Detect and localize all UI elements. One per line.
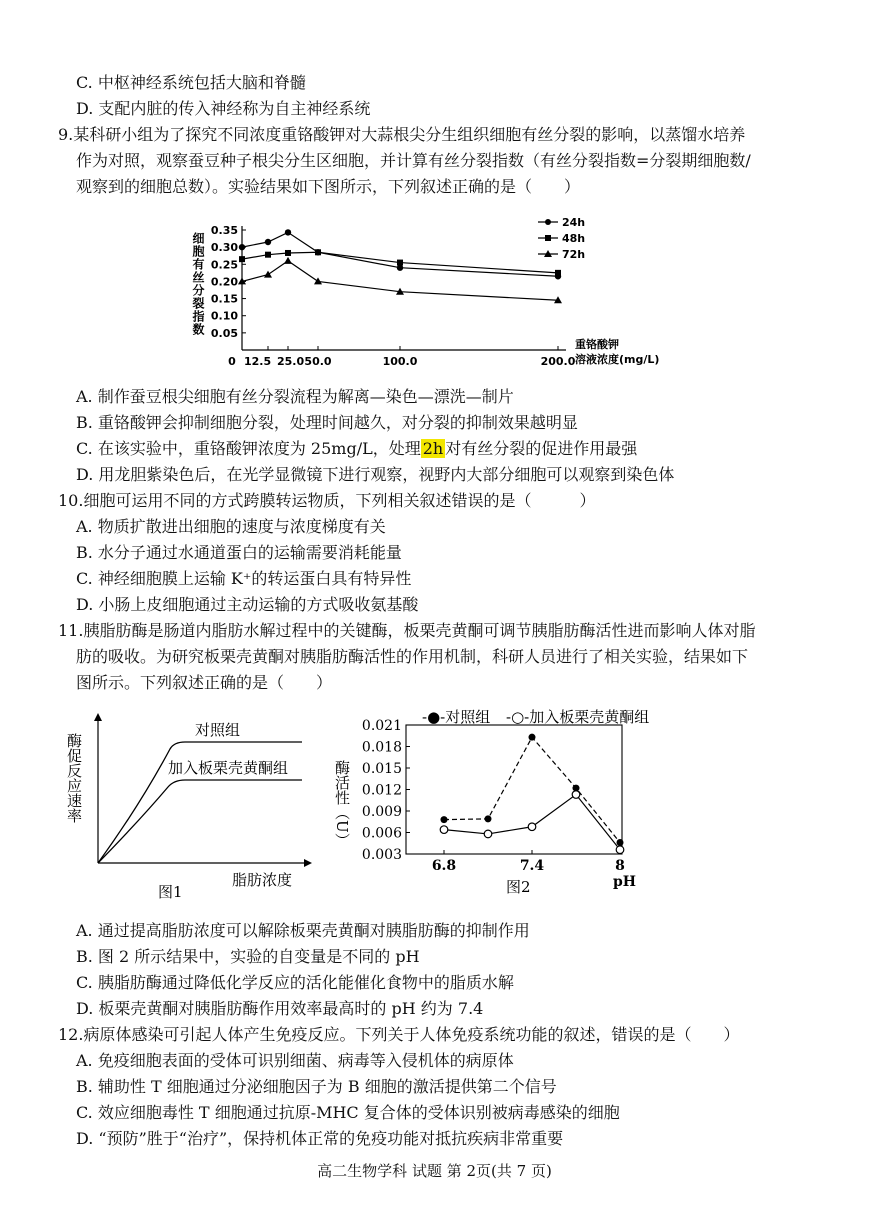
q12-option-b: B. 辅助性 T 细胞通过分泌细胞因子为 B 细胞的激活提供第二个信号 xyxy=(76,1077,557,1096)
chart1-point-48h xyxy=(555,270,561,276)
q9-option-c-pre: C. 在该实验中，重铬酸钾浓度为 25mg/L，处理 xyxy=(76,439,421,458)
fig2-y-axis-label: 酶活性（U） xyxy=(333,760,351,848)
chart1-legend-label: 24h xyxy=(562,216,586,229)
fig2-legend-control: -●-对照组 xyxy=(422,708,491,726)
fig2-legend-treated: -○-加入板栗壳黄酮组 xyxy=(506,708,650,726)
q10-option-d: D. 小肠上皮细胞通过主动运输的方式吸收氨基酸 xyxy=(76,595,419,614)
fig1-x-arrow xyxy=(304,859,312,867)
chart1-y-tick-label: 0.15 xyxy=(210,292,238,306)
q9-option-b: B. 重铬酸钾会抑制细胞分裂，处理时间越久，对分裂的抑制效果越明显 xyxy=(76,413,578,432)
chart1-x-tick-label: 25.0 xyxy=(277,355,305,368)
q8-option-c: C. 中枢神经系统包括大脑和脊髓 xyxy=(76,73,306,92)
chart1-point-48h xyxy=(315,249,321,255)
chart1-point-72h xyxy=(284,257,292,264)
fig2-y-tick-label: 0.015 xyxy=(361,761,402,777)
q9-option-c-post: 对有丝分裂的促进作用最强 xyxy=(445,439,638,458)
chart1-legend-label: 72h xyxy=(562,248,586,261)
fig2-treated-point xyxy=(528,823,536,831)
chart1-y-tick-label: 0.20 xyxy=(210,275,238,289)
q10-option-a: A. 物质扩散进出细胞的速度与浓度梯度有关 xyxy=(76,517,386,536)
fig2-x-tick-label: 8 xyxy=(615,858,625,874)
fig1-caption: 图1 xyxy=(158,883,183,901)
chart1-y-axis-label: 细胞有丝分裂指数 xyxy=(191,232,205,336)
fig2-control-point xyxy=(617,839,624,846)
q12-option-d: D. “预防”胜于“治疗”，保持机体正常的免疫功能对抵抗疾病非常重要 xyxy=(76,1129,564,1148)
chart1-y-tick-label: 0.25 xyxy=(210,258,238,272)
chart1-legend-label: 48h xyxy=(562,232,586,245)
fig2-control-point xyxy=(441,816,448,823)
chart1-legend-marker xyxy=(545,235,551,241)
q9-mitotic-index-chart xyxy=(190,210,690,380)
q9-stem-line2: 作为对照，观察蚕豆种子根尖分生区细胞，并计算有丝分裂指数（有丝分裂指数=分裂期细胞数/ xyxy=(76,151,751,170)
fig1-x-axis-label: 脂肪浓度 xyxy=(232,871,293,889)
fig2-treated-point xyxy=(484,830,492,838)
q11-stem-line3: 图所示。下列叙述正确的是（ ） xyxy=(76,673,333,692)
q11-figure2-plot xyxy=(333,708,649,896)
q9-stem-line3: 观察到的细胞总数）。实验结果如下图所示，下列叙述正确的是（ ） xyxy=(76,177,581,196)
fig2-caption: 图2 xyxy=(506,878,531,896)
fig2-treated-line xyxy=(444,795,620,850)
chart1-y-tick-label: 0.10 xyxy=(210,309,238,323)
chart1-y-tick-label: 0.30 xyxy=(210,241,238,255)
fig2-treated-point xyxy=(440,826,448,834)
chart1-x-tick-label: 100.0 xyxy=(382,355,418,368)
chart1-point-24h xyxy=(239,244,245,250)
q9-option-a: A. 制作蚕豆根尖细胞有丝分裂流程为解离—染色—漂洗—制片 xyxy=(76,387,514,406)
chart1-x-tick-label: 0 xyxy=(228,355,236,368)
fig2-treated-point xyxy=(572,791,580,799)
fig1-y-axis-label: 酶促反应速率 xyxy=(65,733,83,823)
q11-option-b: B. 图 2 所示结果中，实验的自变量是不同的 pH xyxy=(76,947,420,966)
q10-option-b: B. 水分子通过水通道蛋白的运输需要消耗能量 xyxy=(76,543,402,562)
chart1-y-tick-label: 0.35 xyxy=(210,224,238,237)
fig2-y-tick-label: 0.006 xyxy=(361,825,402,842)
fig2-y-tick-label: 0.018 xyxy=(361,739,402,756)
fig2-x-axis-label: pH xyxy=(613,874,637,890)
chart1-x-tick-label: 12.5 xyxy=(244,355,272,368)
q10-option-c: C. 神经细胞膜上运输 K⁺的转运蛋白具有特异性 xyxy=(76,569,412,588)
q9-option-d: D. 用龙胆紫染色后，在光学显微镜下进行观察，视野内大部分细胞可以观察到染色体 xyxy=(76,465,675,484)
q11-option-d: D. 板栗壳黄酮对胰脂肪酶作用效率最高时的 pH 约为 7.4 xyxy=(76,999,484,1018)
q9-option-c xyxy=(76,438,637,460)
chart1-x-axis-label: 重铬酸钾 xyxy=(575,338,619,351)
q9-stem-line1: 9.某科研小组为了探究不同浓度重铬酸钾对大蒜根尖分生组织细胞有丝分裂的影响，以蒸馏水培养 xyxy=(58,125,746,144)
chart1-x-tick-label: 200.0 xyxy=(540,355,576,368)
fig2-y-tick-label: 0.012 xyxy=(361,782,402,799)
chart1-point-72h xyxy=(264,271,272,278)
q12-stem: 12.病原体感染可引起人体产生免疫反应。下列关于人体免疫系统功能的叙述，错误的是（ ） xyxy=(58,1025,740,1044)
q11-figure1-chart xyxy=(65,705,330,905)
q11-figure2-chart xyxy=(330,700,680,905)
q11-figure1-plot xyxy=(65,713,312,901)
q12-option-a: A. 免疫细胞表面的受体可识别细菌、病毒等入侵机体的病原体 xyxy=(76,1051,514,1070)
fig2-y-tick-label: 0.003 xyxy=(361,847,402,863)
fig2-control-point xyxy=(529,734,536,741)
chart1-y-tick-label: 0.05 xyxy=(210,326,238,340)
fig2-plot-frame xyxy=(406,725,622,854)
fig2-x-tick-label: 6.8 xyxy=(431,858,457,874)
q11-stem-line1: 11.胰脂肪酶是肠道内脂肪水解过程中的关键酶，板栗壳黄酮可调节胰脂肪酶活性进而影响人体对脂 xyxy=(58,621,756,640)
q11-stem-line2: 肪的吸收。为研究板栗壳黄酮对胰脂肪酶活性的作用机制，科研人员进行了相关实验，结果如下 xyxy=(76,647,749,666)
fig1-series-label: 对照组 xyxy=(195,721,241,739)
q9-chart-plot xyxy=(191,216,659,368)
chart1-point-24h xyxy=(285,229,291,235)
chart1-legend-marker xyxy=(545,219,551,225)
chart1-x-tick-label: 50.0 xyxy=(304,355,332,368)
fig2-treated-point xyxy=(616,846,624,854)
chart1-point-72h xyxy=(314,277,322,284)
fig2-control-point xyxy=(485,815,492,822)
fig1-y-arrow xyxy=(94,713,102,721)
chart1-point-24h xyxy=(265,239,271,245)
q11-option-a: A. 通过提高脂肪浓度可以解除板栗壳黄酮对胰脂肪酶的抑制作用 xyxy=(76,921,530,940)
q8-option-d: D. 支配内脏的传入神经称为自主神经系统 xyxy=(76,99,371,118)
fig2-y-tick-label: 0.021 xyxy=(361,718,402,734)
chart1-point-48h xyxy=(265,252,271,258)
q11-option-c: C. 胰脂肪酶通过降低化学反应的活化能催化食物中的脂质水解 xyxy=(76,973,514,992)
fig2-x-tick-label: 7.4 xyxy=(519,858,545,874)
q12-option-c: C. 效应细胞毒性 T 细胞通过抗原-MHC 复合体的受体识别被病毒感染的细胞 xyxy=(76,1103,620,1122)
chart1-x-axis-label: 溶液浓度(mg/L) xyxy=(575,353,660,366)
q10-stem: 10.细胞可运用不同的方式跨膜转运物质，下列相关叙述错误的是（ ） xyxy=(58,491,596,510)
page-footer: 高二生物学科 试题 第 2页(共 7 页) xyxy=(317,1162,552,1180)
fig2-y-tick-label: 0.009 xyxy=(361,804,402,820)
fig1-series-label: 加入板栗壳黄酮组 xyxy=(168,759,289,777)
fig1-treated-curve xyxy=(98,780,302,863)
chart1-point-48h xyxy=(285,250,291,256)
chart1-point-48h xyxy=(397,260,403,266)
q9-option-c-highlight: 2h xyxy=(422,439,444,458)
chart1-point-48h xyxy=(239,256,245,262)
